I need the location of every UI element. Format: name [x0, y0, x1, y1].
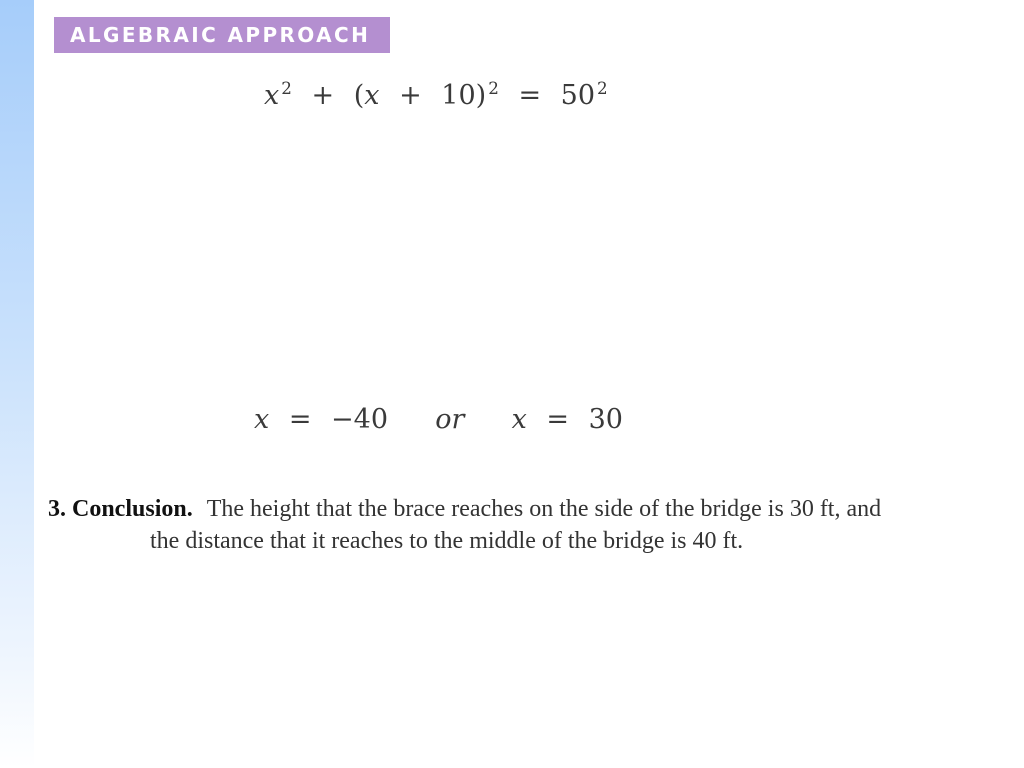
open-paren: (	[353, 80, 365, 111]
variable-x: x	[264, 80, 280, 111]
exponent: 2	[488, 77, 499, 98]
or-word: or	[435, 404, 465, 435]
variable-x: x	[511, 404, 527, 435]
exponent: 2	[597, 77, 608, 98]
conclusion-label: 3. Conclusion.	[48, 496, 193, 522]
variable-x: x	[254, 404, 270, 435]
side-gradient-band	[0, 0, 34, 768]
solution-negative: −40	[331, 404, 389, 435]
plus-sign: +	[311, 80, 335, 111]
equals-sign: =	[518, 80, 542, 111]
section-banner: ALGEBRAIC APPROACH	[54, 17, 390, 53]
plus-sign: +	[399, 80, 422, 111]
equals-sign: =	[546, 404, 570, 435]
exponent: 2	[281, 77, 292, 98]
conclusion-paragraph	[48, 493, 1008, 557]
solutions-line	[254, 404, 623, 435]
constant-fifty: 50	[560, 80, 596, 111]
conclusion-line-2: the distance that it reaches to the middle of the bridge is 40 ft.	[150, 528, 744, 554]
equals-sign: =	[288, 404, 312, 435]
pythagorean-equation	[264, 77, 608, 111]
conclusion-line-1: The height that the brace reaches on the side of the bridge is 30 ft, and	[206, 496, 882, 522]
constant-ten: 10	[441, 80, 476, 111]
solution-positive: 30	[588, 404, 623, 435]
close-paren: )	[475, 80, 487, 111]
variable-x: x	[364, 80, 380, 111]
